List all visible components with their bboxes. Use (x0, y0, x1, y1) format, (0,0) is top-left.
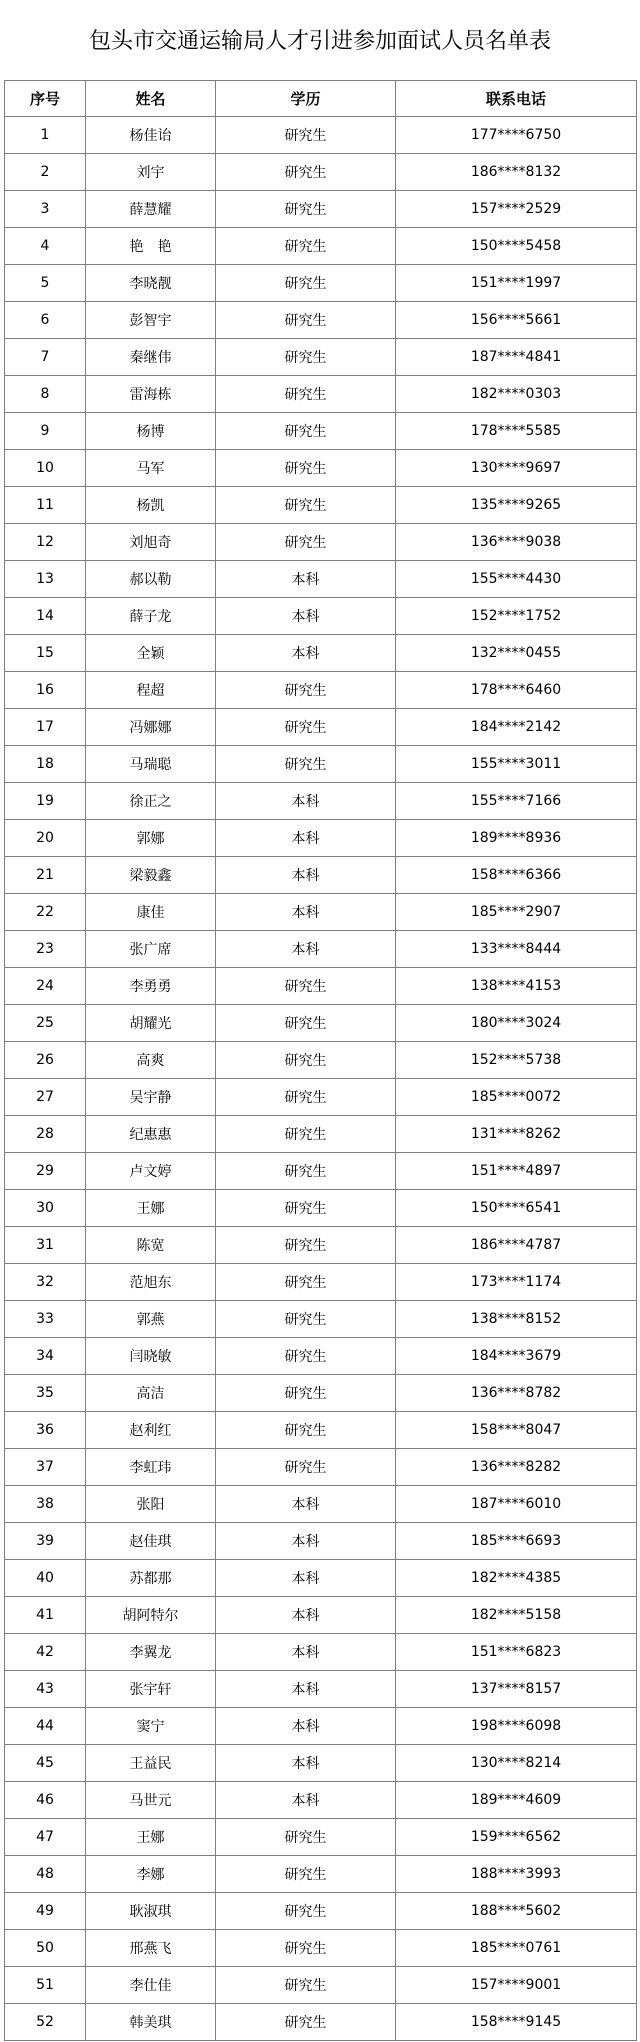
cell-name: 刘旭奇 (86, 524, 216, 561)
table-row (5, 1301, 637, 1338)
table-row (5, 1227, 637, 1264)
cell-education: 研究生 (216, 1930, 396, 1967)
table-row (5, 1005, 637, 1042)
table-row (5, 487, 637, 524)
cell-name: 彭智宇 (86, 302, 216, 339)
cell-phone: 185****6693 (396, 1523, 637, 1560)
cell-education: 研究生 (216, 1893, 396, 1930)
cell-education: 本科 (216, 1597, 396, 1634)
cell-education: 研究生 (216, 746, 396, 783)
cell-phone: 182****4385 (396, 1560, 637, 1597)
cell-index: 5 (5, 265, 86, 302)
cell-index: 29 (5, 1153, 86, 1190)
cell-phone: 186****4787 (396, 1227, 637, 1264)
cell-education: 研究生 (216, 672, 396, 709)
cell-phone: 178****6460 (396, 672, 637, 709)
cell-name: 郭燕 (86, 1301, 216, 1338)
cell-education: 研究生 (216, 2004, 396, 2041)
cell-index: 3 (5, 191, 86, 228)
cell-index: 2 (5, 154, 86, 191)
cell-index: 19 (5, 783, 86, 820)
cell-phone: 157****9001 (396, 1967, 637, 2004)
cell-education: 研究生 (216, 709, 396, 746)
cell-education: 研究生 (216, 1301, 396, 1338)
cell-index: 31 (5, 1227, 86, 1264)
cell-name: 胡阿特尔 (86, 1597, 216, 1634)
cell-education: 本科 (216, 1486, 396, 1523)
cell-phone: 158****6366 (396, 857, 637, 894)
cell-name: 卢文婷 (86, 1153, 216, 1190)
cell-index: 13 (5, 561, 86, 598)
table-row (5, 1745, 637, 1782)
cell-name: 李仕佳 (86, 1967, 216, 2004)
cell-phone: 187****4841 (396, 339, 637, 376)
cell-education: 研究生 (216, 1079, 396, 1116)
table-row (5, 228, 637, 265)
header-phone: 联系电话 (396, 81, 637, 117)
cell-name: 刘宇 (86, 154, 216, 191)
cell-index: 11 (5, 487, 86, 524)
cell-education: 研究生 (216, 339, 396, 376)
cell-name: 耿淑琪 (86, 1893, 216, 1930)
cell-phone: 151****1997 (396, 265, 637, 302)
cell-index: 28 (5, 1116, 86, 1153)
cell-phone: 158****8047 (396, 1412, 637, 1449)
cell-name: 李晓靓 (86, 265, 216, 302)
cell-index: 47 (5, 1819, 86, 1856)
cell-education: 研究生 (216, 1449, 396, 1486)
table-row (5, 857, 637, 894)
cell-phone: 138****8152 (396, 1301, 637, 1338)
table-row (5, 1153, 637, 1190)
cell-name: 马瑞聪 (86, 746, 216, 783)
table-row (5, 968, 637, 1005)
cell-phone: 152****1752 (396, 598, 637, 635)
cell-index: 8 (5, 376, 86, 413)
cell-name: 杨佳诒 (86, 117, 216, 154)
cell-index: 35 (5, 1375, 86, 1412)
cell-education: 本科 (216, 1782, 396, 1819)
cell-index: 15 (5, 635, 86, 672)
table-row (5, 413, 637, 450)
cell-education: 研究生 (216, 1005, 396, 1042)
cell-name: 李娜 (86, 1856, 216, 1893)
cell-index: 14 (5, 598, 86, 635)
cell-name: 闫晓敏 (86, 1338, 216, 1375)
cell-education: 本科 (216, 598, 396, 635)
cell-phone: 189****8936 (396, 820, 637, 857)
cell-index: 12 (5, 524, 86, 561)
cell-education: 本科 (216, 1708, 396, 1745)
cell-phone: 136****8782 (396, 1375, 637, 1412)
cell-index: 49 (5, 1893, 86, 1930)
cell-name: 吴宇静 (86, 1079, 216, 1116)
cell-name: 邢燕飞 (86, 1930, 216, 1967)
cell-education: 本科 (216, 820, 396, 857)
cell-phone: 131****8262 (396, 1116, 637, 1153)
cell-name: 高洁 (86, 1375, 216, 1412)
cell-phone: 137****8157 (396, 1671, 637, 1708)
table-row (5, 783, 637, 820)
cell-name: 雷海栋 (86, 376, 216, 413)
cell-education: 本科 (216, 561, 396, 598)
cell-education: 研究生 (216, 265, 396, 302)
cell-name: 窦宁 (86, 1708, 216, 1745)
cell-phone: 198****6098 (396, 1708, 637, 1745)
cell-index: 42 (5, 1634, 86, 1671)
cell-education: 研究生 (216, 1116, 396, 1153)
table-row (5, 561, 637, 598)
cell-name: 郝以勒 (86, 561, 216, 598)
header-name: 姓名 (86, 81, 216, 117)
cell-phone: 130****8214 (396, 1745, 637, 1782)
cell-name: 郭娜 (86, 820, 216, 857)
cell-index: 22 (5, 894, 86, 931)
table-row (5, 1967, 637, 2004)
table-row (5, 1523, 637, 1560)
cell-education: 本科 (216, 857, 396, 894)
table-row (5, 672, 637, 709)
cell-education: 本科 (216, 1523, 396, 1560)
cell-phone: 158****9145 (396, 2004, 637, 2041)
cell-education: 研究生 (216, 228, 396, 265)
cell-phone: 155****7166 (396, 783, 637, 820)
cell-education: 研究生 (216, 1042, 396, 1079)
cell-name: 张广席 (86, 931, 216, 968)
cell-phone: 180****3024 (396, 1005, 637, 1042)
cell-name: 全颖 (86, 635, 216, 672)
cell-index: 45 (5, 1745, 86, 1782)
table-row (5, 746, 637, 783)
cell-phone: 182****0303 (396, 376, 637, 413)
cell-name: 秦继伟 (86, 339, 216, 376)
table-row (5, 1486, 637, 1523)
cell-phone: 188****3993 (396, 1856, 637, 1893)
cell-name: 李虹玮 (86, 1449, 216, 1486)
cell-name: 李翼龙 (86, 1634, 216, 1671)
cell-index: 43 (5, 1671, 86, 1708)
table-row (5, 709, 637, 746)
cell-index: 16 (5, 672, 86, 709)
cell-education: 研究生 (216, 1190, 396, 1227)
table-row (5, 931, 637, 968)
cell-name: 胡耀光 (86, 1005, 216, 1042)
table-row (5, 1560, 637, 1597)
cell-education: 本科 (216, 1560, 396, 1597)
cell-education: 研究生 (216, 376, 396, 413)
cell-name: 张宇轩 (86, 1671, 216, 1708)
table-row (5, 1819, 637, 1856)
cell-name: 韩美琪 (86, 2004, 216, 2041)
cell-index: 50 (5, 1930, 86, 1967)
cell-education: 研究生 (216, 1856, 396, 1893)
cell-phone: 155****3011 (396, 746, 637, 783)
cell-phone: 159****6562 (396, 1819, 637, 1856)
cell-index: 4 (5, 228, 86, 265)
cell-education: 本科 (216, 894, 396, 931)
cell-name: 纪惠惠 (86, 1116, 216, 1153)
cell-index: 10 (5, 450, 86, 487)
cell-name: 王娜 (86, 1190, 216, 1227)
table-row (5, 1634, 637, 1671)
cell-education: 研究生 (216, 968, 396, 1005)
cell-name: 赵佳琪 (86, 1523, 216, 1560)
cell-name: 马世元 (86, 1782, 216, 1819)
table-row (5, 265, 637, 302)
cell-name: 李勇勇 (86, 968, 216, 1005)
table-row (5, 1893, 637, 1930)
cell-name: 陈宽 (86, 1227, 216, 1264)
cell-education: 研究生 (216, 154, 396, 191)
cell-index: 7 (5, 339, 86, 376)
table-row (5, 820, 637, 857)
cell-index: 40 (5, 1560, 86, 1597)
cell-index: 17 (5, 709, 86, 746)
cell-education: 研究生 (216, 1967, 396, 2004)
cell-index: 23 (5, 931, 86, 968)
cell-name: 艳 艳 (86, 228, 216, 265)
cell-index: 26 (5, 1042, 86, 1079)
table-row (5, 1375, 637, 1412)
table-body (5, 117, 637, 2041)
cell-name: 薛慧耀 (86, 191, 216, 228)
table-row (5, 1264, 637, 1301)
cell-phone: 136****8282 (396, 1449, 637, 1486)
cell-index: 24 (5, 968, 86, 1005)
cell-index: 36 (5, 1412, 86, 1449)
cell-index: 6 (5, 302, 86, 339)
cell-education: 研究生 (216, 524, 396, 561)
cell-name: 赵利红 (86, 1412, 216, 1449)
cell-index: 38 (5, 1486, 86, 1523)
cell-phone: 133****8444 (396, 931, 637, 968)
table-row (5, 1190, 637, 1227)
cell-name: 薛子龙 (86, 598, 216, 635)
cell-name: 杨博 (86, 413, 216, 450)
cell-name: 张阳 (86, 1486, 216, 1523)
cell-phone: 184****3679 (396, 1338, 637, 1375)
cell-phone: 185****0761 (396, 1930, 637, 1967)
cell-education: 本科 (216, 1671, 396, 1708)
header-education: 学历 (216, 81, 396, 117)
table-row (5, 1671, 637, 1708)
cell-name: 徐正之 (86, 783, 216, 820)
cell-index: 52 (5, 2004, 86, 2041)
table-row (5, 339, 637, 376)
cell-education: 研究生 (216, 117, 396, 154)
page-title: 包头市交通运输局人才引进参加面试人员名单表 (88, 28, 551, 54)
cell-name: 冯娜娜 (86, 709, 216, 746)
cell-education: 研究生 (216, 191, 396, 228)
table-row (5, 376, 637, 413)
table-row (5, 598, 637, 635)
cell-phone: 151****6823 (396, 1634, 637, 1671)
cell-education: 本科 (216, 1745, 396, 1782)
cell-phone: 156****5661 (396, 302, 637, 339)
cell-name: 王益民 (86, 1745, 216, 1782)
cell-index: 18 (5, 746, 86, 783)
cell-phone: 150****5458 (396, 228, 637, 265)
cell-education: 研究生 (216, 450, 396, 487)
cell-phone: 150****6541 (396, 1190, 637, 1227)
cell-name: 王娜 (86, 1819, 216, 1856)
table-row (5, 1079, 637, 1116)
cell-education: 本科 (216, 1634, 396, 1671)
cell-phone: 151****4897 (396, 1153, 637, 1190)
cell-phone: 177****6750 (396, 117, 637, 154)
cell-phone: 178****5585 (396, 413, 637, 450)
cell-phone: 182****5158 (396, 1597, 637, 1634)
cell-index: 25 (5, 1005, 86, 1042)
cell-education: 本科 (216, 931, 396, 968)
table-row (5, 1042, 637, 1079)
table-row (5, 450, 637, 487)
cell-name: 马军 (86, 450, 216, 487)
cell-index: 37 (5, 1449, 86, 1486)
cell-name: 康佳 (86, 894, 216, 931)
cell-phone: 173****1174 (396, 1264, 637, 1301)
cell-phone: 135****9265 (396, 487, 637, 524)
cell-education: 研究生 (216, 487, 396, 524)
table-row (5, 894, 637, 931)
table-row (5, 154, 637, 191)
cell-name: 梁毅鑫 (86, 857, 216, 894)
table-row (5, 2004, 637, 2041)
table-row (5, 1449, 637, 1486)
cell-index: 9 (5, 413, 86, 450)
cell-index: 51 (5, 1967, 86, 2004)
table-row (5, 1708, 637, 1745)
cell-phone: 186****8132 (396, 154, 637, 191)
candidate-table (4, 80, 637, 2041)
cell-education: 研究生 (216, 1375, 396, 1412)
cell-education: 研究生 (216, 413, 396, 450)
cell-phone: 184****2142 (396, 709, 637, 746)
cell-index: 1 (5, 117, 86, 154)
cell-phone: 132****0455 (396, 635, 637, 672)
table-row (5, 1338, 637, 1375)
table-row (5, 635, 637, 672)
cell-phone: 130****9697 (396, 450, 637, 487)
table-row (5, 1782, 637, 1819)
cell-index: 44 (5, 1708, 86, 1745)
cell-name: 杨凯 (86, 487, 216, 524)
cell-education: 研究生 (216, 1819, 396, 1856)
cell-index: 41 (5, 1597, 86, 1634)
table-row (5, 1597, 637, 1634)
cell-phone: 155****4430 (396, 561, 637, 598)
cell-phone: 189****4609 (396, 1782, 637, 1819)
table-row (5, 1856, 637, 1893)
table-row (5, 117, 637, 154)
cell-index: 46 (5, 1782, 86, 1819)
cell-education: 研究生 (216, 1338, 396, 1375)
table-header-row (5, 81, 637, 117)
cell-education: 研究生 (216, 1264, 396, 1301)
cell-name: 高爽 (86, 1042, 216, 1079)
header-index: 序号 (5, 81, 86, 117)
cell-index: 34 (5, 1338, 86, 1375)
cell-index: 20 (5, 820, 86, 857)
cell-education: 本科 (216, 783, 396, 820)
cell-index: 21 (5, 857, 86, 894)
cell-phone: 138****4153 (396, 968, 637, 1005)
cell-education: 研究生 (216, 1153, 396, 1190)
cell-education: 研究生 (216, 1227, 396, 1264)
table-row (5, 1116, 637, 1153)
cell-phone: 187****6010 (396, 1486, 637, 1523)
cell-index: 32 (5, 1264, 86, 1301)
cell-index: 27 (5, 1079, 86, 1116)
cell-phone: 185****2907 (396, 894, 637, 931)
table-row (5, 524, 637, 561)
table-row (5, 1412, 637, 1449)
cell-phone: 152****5738 (396, 1042, 637, 1079)
table-row (5, 1930, 637, 1967)
cell-education: 研究生 (216, 302, 396, 339)
cell-education: 本科 (216, 635, 396, 672)
table-row (5, 191, 637, 228)
cell-name: 范旭东 (86, 1264, 216, 1301)
cell-education: 研究生 (216, 1412, 396, 1449)
cell-phone: 185****0072 (396, 1079, 637, 1116)
cell-phone: 188****5602 (396, 1893, 637, 1930)
cell-index: 30 (5, 1190, 86, 1227)
table-row (5, 302, 637, 339)
cell-index: 39 (5, 1523, 86, 1560)
cell-name: 程超 (86, 672, 216, 709)
cell-name: 苏都那 (86, 1560, 216, 1597)
cell-index: 48 (5, 1856, 86, 1893)
cell-phone: 157****2529 (396, 191, 637, 228)
cell-phone: 136****9038 (396, 524, 637, 561)
cell-index: 33 (5, 1301, 86, 1338)
